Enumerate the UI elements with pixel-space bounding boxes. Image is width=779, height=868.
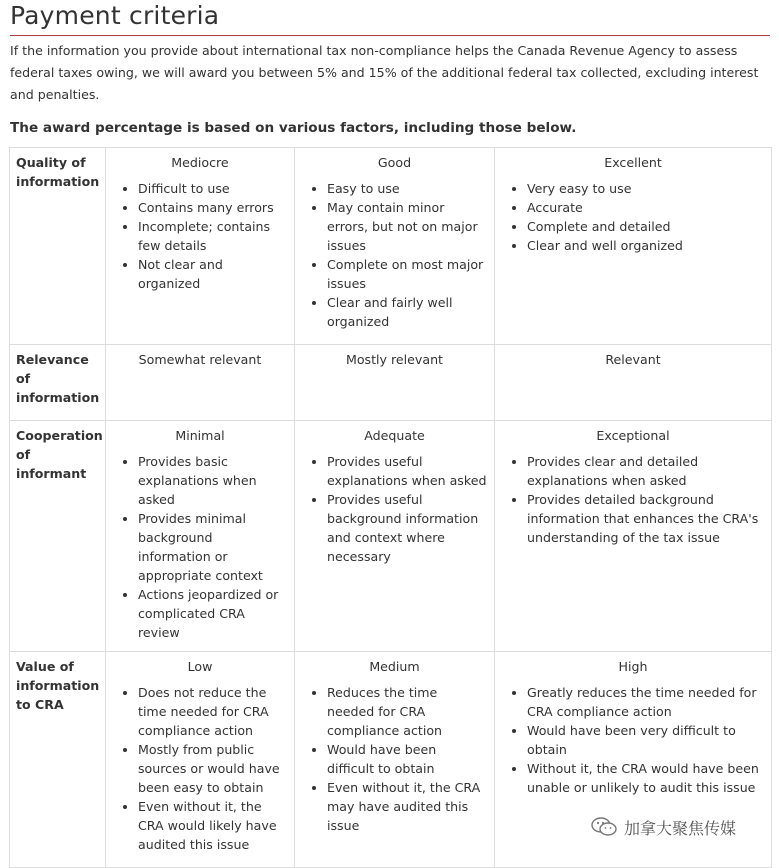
criteria-cell	[495, 421, 772, 652]
list-item: • Provides useful explanations when asked	[327, 452, 487, 490]
criteria-cell	[106, 652, 295, 868]
level-label: Somewhat relevant	[138, 352, 262, 367]
criteria-table	[9, 147, 772, 868]
level-label: Excellent	[604, 155, 662, 170]
criteria-cell	[106, 345, 295, 421]
table-row	[10, 148, 772, 345]
page-title: Payment criteria	[10, 1, 220, 30]
factor-label: Relevance of information	[10, 345, 106, 421]
list-item: • Provides minimal background information or appropriate context	[138, 509, 287, 585]
list-item: • Even without it, the CRA may have audited this issue	[327, 778, 487, 835]
list-item: • Incomplete; contains few details	[138, 217, 287, 255]
factor-label: Value of information to CRA	[10, 652, 106, 868]
level-label: High	[618, 659, 648, 674]
level-label: Medium	[369, 659, 420, 674]
list-item: • Actions jeopardized or complicated CRA review	[138, 585, 287, 642]
list-item: • Mostly from public sources or would have been easy to obtain	[138, 740, 287, 797]
level-label: Relevant	[605, 352, 661, 367]
list-item: • Without it, the CRA would have been unable or unlikely to audit this issue	[527, 759, 764, 797]
table-row	[10, 345, 772, 421]
list-item: • Provides basic explanations when asked	[138, 452, 287, 509]
list-item: • Reduces the time needed for CRA compliance action	[327, 683, 487, 740]
criteria-cell	[495, 148, 772, 345]
criteria-cell	[295, 421, 495, 652]
list-item: • Provides clear and detailed explanations when asked	[527, 452, 764, 490]
list-item: • Provides useful background information and context where necessary	[327, 490, 487, 566]
criteria-cell	[495, 345, 772, 421]
section-heading: The award percentage is based on various factors, including those below.	[10, 120, 577, 136]
list-item: • Complete and detailed	[527, 217, 764, 236]
list-item: • Contains many errors	[138, 198, 287, 217]
list-item: • Accurate	[527, 198, 764, 217]
list-item: • Clear and well organized	[527, 236, 764, 255]
intro-paragraph: If the information you provide about international tax non-compliance helps the Canada Revenue Agency to assess federal taxes owing, we will award you between 5% and 15% of the additional federal tax collected, excluding interest and penalties.	[10, 43, 759, 102]
list-item: • Provides detailed background information that enhances the CRA's understanding of the tax issue	[527, 490, 764, 547]
list-item: • Difficult to use	[138, 179, 287, 198]
criteria-cell	[106, 148, 295, 345]
level-label: Minimal	[175, 428, 225, 443]
level-label: Adequate	[364, 428, 425, 443]
watermark-text: 加拿大聚焦传媒	[624, 818, 737, 838]
title-divider	[10, 35, 770, 36]
criteria-cell	[295, 148, 495, 345]
factor-label: Cooperation of informant	[10, 421, 106, 652]
factor-label: Quality of information	[10, 148, 106, 345]
list-item: • Not clear and organized	[138, 255, 287, 293]
list-item: • Greatly reduces the time needed for CRA compliance action	[527, 683, 764, 721]
level-label: Low	[187, 659, 213, 674]
criteria-cell	[295, 652, 495, 868]
list-item: • Even without it, the CRA would likely have audited this issue	[138, 797, 287, 854]
level-label: Good	[377, 155, 412, 170]
level-label: Mediocre	[171, 155, 229, 170]
level-label: Mostly relevant	[345, 352, 443, 367]
watermark	[586, 812, 740, 842]
list-item: • Would have been very difficult to obtain	[527, 721, 764, 759]
level-label: Exceptional	[596, 428, 670, 443]
criteria-cell	[295, 345, 495, 421]
criteria-cell	[106, 421, 295, 652]
list-item: • Very easy to use	[527, 179, 764, 198]
wechat-icon	[590, 816, 618, 838]
list-item: • Clear and fairly well organized	[327, 293, 487, 331]
table-row	[10, 421, 772, 652]
list-item: • Easy to use	[327, 179, 487, 198]
list-item: • Complete on most major issues	[327, 255, 487, 293]
list-item: • Does not reduce the time needed for CRA compliance action	[138, 683, 287, 740]
list-item: • May contain minor errors, but not on major issues	[327, 198, 487, 255]
list-item: • Would have been difficult to obtain	[327, 740, 487, 778]
